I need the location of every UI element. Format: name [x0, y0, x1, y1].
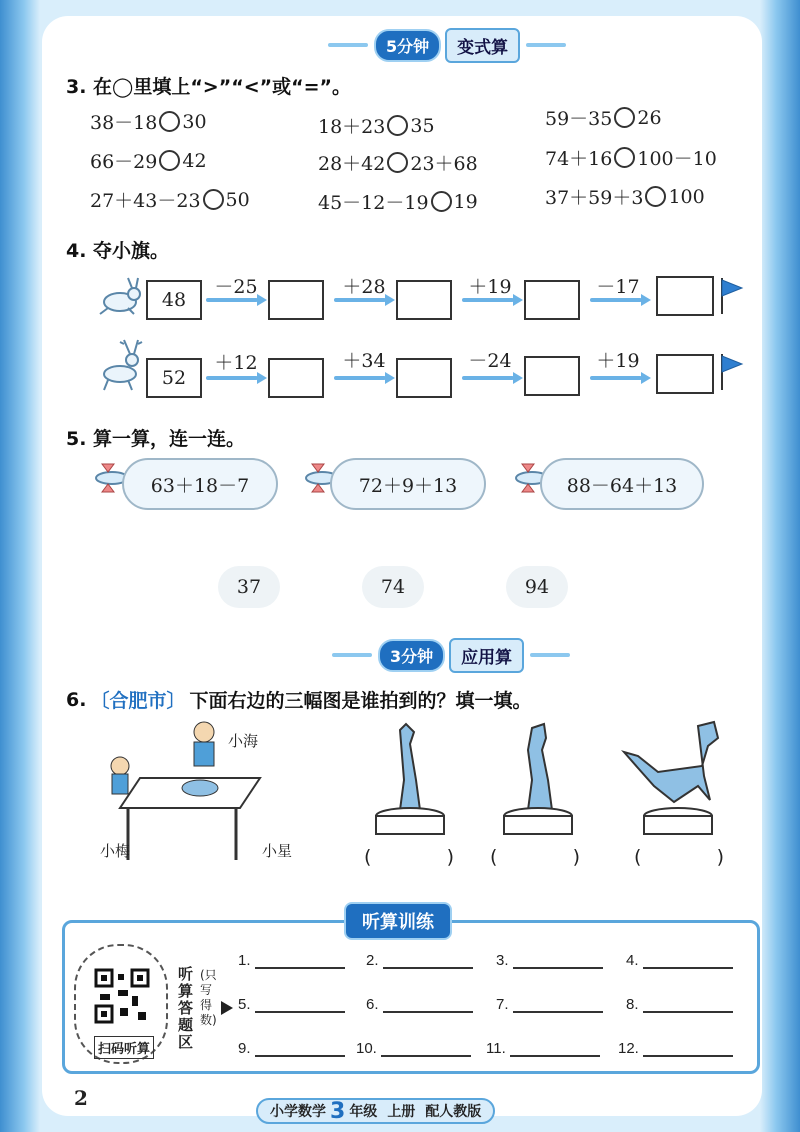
compare-item: 28＋42 23＋68: [318, 153, 478, 175]
operation-label: ＋28: [342, 276, 386, 298]
answer-circle[interactable]: [159, 111, 180, 132]
arrow: [590, 376, 642, 380]
operation-label: ＋19: [468, 276, 512, 298]
question-6-title: 6. 〔合肥市〕 下面右边的三幅图是谁拍到的？填一填。: [66, 686, 531, 713]
answer-box[interactable]: [268, 358, 324, 398]
answer-oval[interactable]: 37: [218, 566, 280, 608]
answer-circle[interactable]: [645, 186, 666, 207]
footer-badge: [256, 1098, 495, 1124]
operation-label: －24: [468, 350, 512, 372]
compare-item: 66－29 42: [90, 149, 207, 173]
compare-item: 37＋59＋3 100: [545, 185, 705, 209]
answer-circle[interactable]: [387, 115, 408, 136]
compare-item: 59－35 26: [545, 106, 662, 130]
child-label: 小梅: [100, 842, 131, 860]
arrow: [334, 376, 386, 380]
rabbit-icon: [94, 276, 142, 316]
answer-blank[interactable]: 11.: [486, 1040, 600, 1057]
flag-icon: [718, 276, 746, 316]
horse-statue-front-image: [370, 720, 450, 838]
answer-parens[interactable]: ( ): [364, 846, 454, 868]
section-time: 3分钟: [378, 639, 445, 672]
answer-area-label: 听算答题区: [178, 965, 194, 1051]
qr-code-icon[interactable]: [94, 968, 150, 1024]
expression-cloud: 88－64＋13: [540, 458, 704, 510]
answer-blank[interactable]: 9.: [238, 1040, 345, 1057]
answer-box[interactable]: [396, 280, 452, 320]
compare-item: 38－18 30: [90, 110, 207, 134]
triangle-pointer-icon: [220, 1000, 234, 1016]
region-tag: 〔合肥市〕: [90, 690, 186, 712]
answer-box[interactable]: [656, 276, 714, 316]
operation-label: －25: [214, 276, 258, 298]
operation-label: ＋34: [342, 350, 386, 372]
footer-term: 上册: [387, 1104, 416, 1120]
answer-circle[interactable]: [159, 150, 180, 171]
answer-blank[interactable]: 6.: [366, 996, 473, 1013]
section-title: 应用算: [449, 638, 524, 673]
answer-blank[interactable]: 3.: [496, 952, 603, 969]
expression-cloud: 63＋18－7: [122, 458, 278, 510]
answer-circle[interactable]: [614, 147, 635, 168]
answer-blank[interactable]: 10.: [356, 1040, 471, 1057]
child-label: 小海: [228, 732, 259, 750]
answer-parens[interactable]: ( ): [634, 846, 724, 868]
footer-edition: 配人教版: [425, 1104, 482, 1120]
footer-grade: 年级: [349, 1104, 378, 1120]
answer-box[interactable]: [268, 280, 324, 320]
compare-item: 45－12－19 19: [318, 190, 478, 214]
answer-box[interactable]: [396, 358, 452, 398]
answer-blank[interactable]: 4.: [626, 952, 733, 969]
compare-item: 74＋16 100－10: [545, 148, 717, 170]
answer-blank[interactable]: 2.: [366, 952, 473, 969]
arrow: [334, 298, 386, 302]
compare-item: 27＋43－23 50: [90, 188, 250, 212]
section-title: 变式算: [445, 28, 520, 63]
operation-label: －17: [596, 276, 640, 298]
answer-box[interactable]: [656, 354, 714, 394]
flag-icon: [718, 352, 746, 392]
answer-oval[interactable]: 74: [362, 566, 424, 608]
answer-box[interactable]: [524, 356, 580, 396]
answer-blank[interactable]: 8.: [626, 996, 733, 1013]
question-3-title: 3. 在◯里填上“>”“<”或“=”。: [66, 76, 352, 98]
operation-label: ＋19: [596, 350, 640, 372]
expression-cloud: 72＋9＋13: [330, 458, 486, 510]
start-number-box: 48: [146, 280, 202, 320]
horse-statue-side-image: [498, 720, 578, 838]
answer-blank[interactable]: 1.: [238, 952, 345, 969]
answer-blank[interactable]: 7.: [496, 996, 603, 1013]
start-number-box: 52: [146, 358, 202, 398]
answer-circle[interactable]: [387, 152, 408, 173]
section-banner-1: [322, 30, 572, 60]
section-time: 5分钟: [374, 29, 441, 62]
qr-label: 扫码听算: [94, 1036, 154, 1059]
section-banner-2: [326, 640, 576, 670]
footer-grade-number: 3: [330, 1098, 346, 1124]
horse-statue-profile-image: [618, 716, 738, 840]
arrow: [462, 298, 514, 302]
answer-note: (只写得数): [200, 968, 217, 1027]
answer-blank[interactable]: 12.: [618, 1040, 733, 1057]
deer-icon: [94, 336, 144, 392]
arrow: [206, 298, 258, 302]
answer-blank[interactable]: 5.: [238, 996, 345, 1013]
compare-item: 18＋23 35: [318, 114, 435, 138]
answer-oval[interactable]: 94: [506, 566, 568, 608]
page-number: 2: [74, 1086, 88, 1110]
arrow: [462, 376, 514, 380]
answer-circle[interactable]: [614, 107, 635, 128]
answer-circle[interactable]: [203, 189, 224, 210]
arrow: [590, 298, 642, 302]
operation-label: ＋12: [214, 352, 258, 374]
footer-subject: 小学数学: [270, 1104, 326, 1120]
answer-box[interactable]: [524, 280, 580, 320]
listening-title: 听算训练: [344, 902, 452, 940]
question-5-title: 5. 算一算，连一连。: [66, 428, 246, 450]
question-4-title: 4. 夺小旗。: [66, 240, 170, 262]
answer-parens[interactable]: ( ): [490, 846, 580, 868]
child-label: 小星: [262, 842, 293, 860]
arrow: [206, 376, 258, 380]
answer-circle[interactable]: [431, 191, 452, 212]
